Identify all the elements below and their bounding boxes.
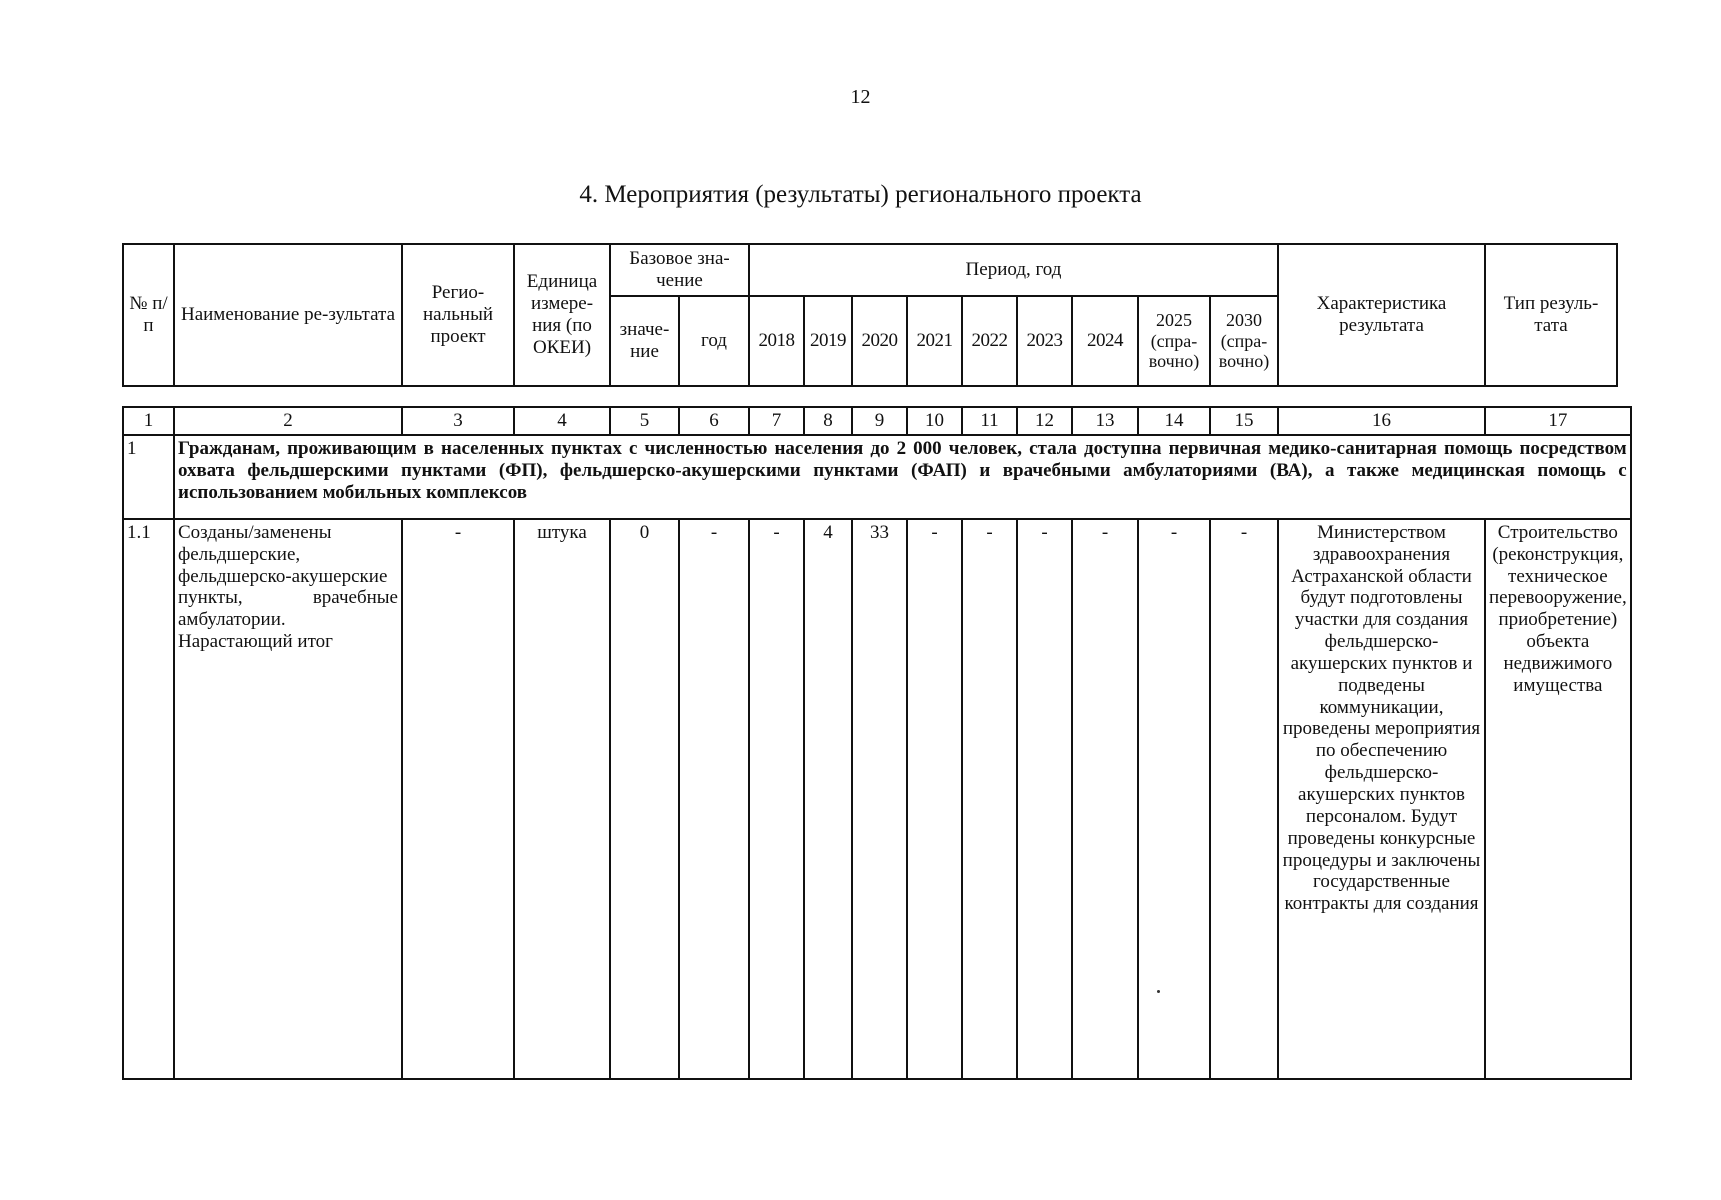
row-year-value: - [1017, 519, 1072, 1079]
column-number: 10 [907, 407, 962, 435]
header-base-year: год [679, 296, 749, 386]
column-number: 14 [1138, 407, 1210, 435]
column-number: 11 [962, 407, 1017, 435]
column-number: 6 [679, 407, 749, 435]
row-year-value: - [1210, 519, 1278, 1079]
header-unit: Единица измере-ния (по ОКЕИ) [514, 244, 610, 386]
row-year-value: - [962, 519, 1017, 1079]
header-base: Базовое зна-чение [610, 244, 749, 296]
column-number: 9 [852, 407, 907, 435]
column-number: 17 [1485, 407, 1631, 435]
column-number: 8 [804, 407, 852, 435]
scan-speck [1157, 990, 1160, 993]
column-number: 15 [1210, 407, 1278, 435]
header-base-value: значе-ние [610, 296, 679, 386]
header-year: 2030 (спра-вочно) [1210, 296, 1278, 386]
row-year-value: 33 [852, 519, 907, 1079]
header-characteristic: Характеристика результата [1278, 244, 1485, 386]
header-name: Наименование ре-зультата [174, 244, 402, 386]
table-row [123, 519, 1631, 1079]
row-unit: штука [514, 519, 610, 1079]
row-base-year: - [679, 519, 749, 1079]
row-name: Созданы/заменены фельдшерские, фельдшерско-акушерские пункты, врачебные амбулатории. Нарастающий итог [174, 519, 402, 1079]
header-year: 2018 [749, 296, 804, 386]
row-base-value: 0 [610, 519, 679, 1079]
column-number: 7 [749, 407, 804, 435]
column-number: 4 [514, 407, 610, 435]
header-project: Регио-нальный проект [402, 244, 514, 386]
column-number-row [123, 407, 1631, 435]
header-year: 2022 [962, 296, 1017, 386]
column-number: 13 [1072, 407, 1138, 435]
page-number: 12 [850, 86, 871, 108]
section-num: 1 [123, 435, 174, 519]
section-text: Гражданам, проживающим в населенных пунктах с численностью населения до 2 000 человек, стала доступна первичная медико-санитарная помощь посредством охвата фельдшерскими пунктами (ФП), фельдшерско-акушерскими пунктами (ФАП) и врачебными амбулаториями (ВА), а также медицинская помощь с использованием мобильных комплексов [174, 435, 1631, 519]
header-year: 2019 [804, 296, 852, 386]
header-year: 2023 [1017, 296, 1072, 386]
header-year: 2021 [907, 296, 962, 386]
header-year: 2024 [1072, 296, 1138, 386]
row-characteristic: Министерством здравоохранения Астраханской области будут подготовлены участки для создания фельдшерско-акушерских пунктов и подведены коммуникации, проведены мероприятия по обеспечению фельдшерско-акушерских пунктов персоналом. Будут проведены конкурсные процедуры и заключены государственные контракты для создания [1278, 519, 1485, 1079]
column-number: 12 [1017, 407, 1072, 435]
row-project: - [402, 519, 514, 1079]
header-type: Тип резуль-тата [1485, 244, 1617, 386]
row-year-value: 4 [804, 519, 852, 1079]
column-number: 2 [174, 407, 402, 435]
column-number: 3 [402, 407, 514, 435]
column-number: 1 [123, 407, 174, 435]
table-header [122, 243, 1618, 387]
header-year: 2020 [852, 296, 907, 386]
row-year-value: - [749, 519, 804, 1079]
row-year-value: - [1072, 519, 1138, 1079]
row-year-value: - [1138, 519, 1210, 1079]
column-number: 5 [610, 407, 679, 435]
header-year: 2025 (спра-вочно) [1138, 296, 1210, 386]
row-year-value: - [907, 519, 962, 1079]
row-num: 1.1 [123, 519, 174, 1079]
row-type: Строительство (реконструкция, техническое перевооружение, приобретение) объекта недвижимого имущества [1485, 519, 1631, 1079]
section-row [123, 435, 1631, 519]
section-title: 4. Мероприятия (результаты) регионального проекта [579, 181, 1142, 208]
table-body [122, 406, 1632, 1080]
column-number: 16 [1278, 407, 1485, 435]
header-num: № п/п [123, 244, 174, 386]
header-period: Период, год [749, 244, 1278, 296]
